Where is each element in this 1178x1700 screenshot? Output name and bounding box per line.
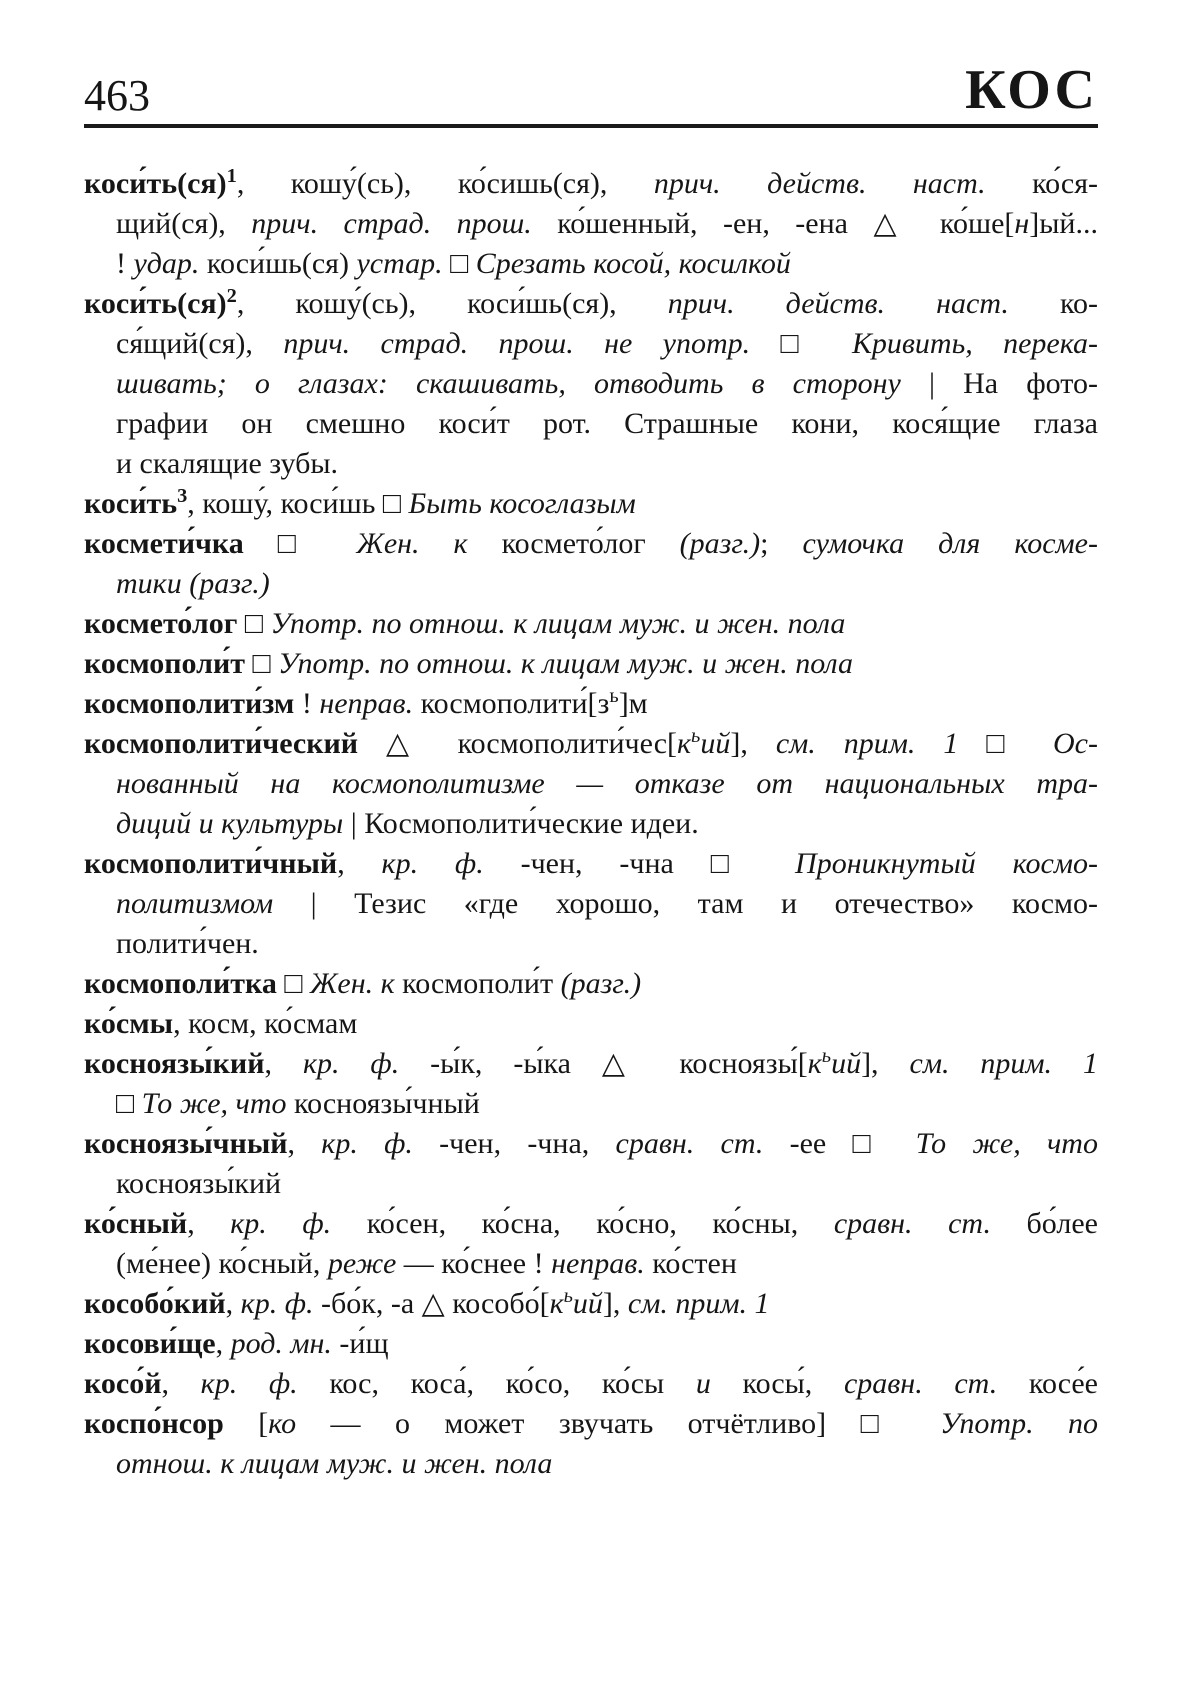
text-run: и	[695, 1367, 743, 1400]
text-run: ,	[264, 1047, 303, 1080]
text-run: (разг.)	[679, 527, 761, 560]
text-run: 2	[226, 285, 237, 307]
text-run: Проникнутый космо-	[795, 847, 1098, 880]
entries	[84, 164, 1098, 1484]
text-run: космети́чка	[84, 527, 244, 560]
text-run: кр. ф.	[381, 847, 521, 880]
text-run: коси́ть(ся)	[84, 287, 227, 320]
text-run: ь	[563, 1285, 573, 1307]
text-run: То же, что	[915, 1127, 1098, 1160]
text-run: □	[276, 967, 310, 1000]
guide-word: КОС	[965, 59, 1098, 121]
text-run: графии он смешно коси́т рот. Страшные кони, кося́щие глаза	[116, 407, 1098, 440]
text-run: ий	[700, 727, 731, 760]
entry-line	[84, 1204, 1098, 1244]
text-run: Быть косоглазым	[408, 487, 636, 520]
text-run: см. прим. 1	[627, 1287, 770, 1320]
text-run: тики (разг.)	[116, 567, 270, 600]
text-run: диций и культуры	[116, 807, 351, 840]
dictionary-entry	[84, 524, 1098, 604]
entry-line	[84, 1284, 1098, 1324]
text-run: см. прим. 1	[909, 1047, 1098, 1080]
text-run: бо́лее	[1026, 1207, 1098, 1240]
text-run: см. прим. 1	[775, 727, 987, 760]
text-run: косноязы́кий	[116, 1167, 282, 1200]
dictionary-entry	[84, 1404, 1098, 1484]
text-run: кр. ф.	[321, 1127, 440, 1160]
text-run: косноязы́чный	[84, 1127, 288, 1160]
entry-line	[84, 844, 1098, 884]
text-run: — ко́снее !	[403, 1247, 552, 1280]
text-run: ,	[287, 1127, 322, 1160]
entry-line	[84, 524, 1098, 564]
text-run: сумочка для косме-	[802, 527, 1098, 560]
text-run: ий	[572, 1287, 603, 1320]
dictionary-entry	[84, 1324, 1098, 1364]
text-run: коси́ть(ся)	[84, 167, 227, 200]
text-run: ко́шенный, -ен, -ена △ ко́ше[	[557, 207, 1015, 240]
entry-line	[84, 1404, 1098, 1444]
text-run: кр. ф.	[200, 1367, 330, 1400]
text-run: Ос-	[1053, 727, 1098, 760]
entry-line	[84, 364, 1098, 404]
dictionary-entry	[84, 1364, 1098, 1404]
text-run: сравн. ст.	[615, 1127, 790, 1160]
text-run: косноязы́чный	[294, 1087, 480, 1120]
text-run: ко́стен	[652, 1247, 737, 1280]
text-run: , кошу́(сь), ко́сишь(ся),	[236, 167, 654, 200]
text-run: □	[237, 607, 271, 640]
text-run: □	[245, 647, 279, 680]
dictionary-entry	[84, 1044, 1098, 1124]
text-run: неправ.	[551, 1247, 653, 1280]
dictionary-entry	[84, 164, 1098, 284]
text-run: космополити́зм	[84, 687, 295, 720]
text-run: | На фото-	[928, 367, 1098, 400]
text-run: -чен, -чна,	[439, 1127, 616, 1160]
text-run: ко́сен, ко́сна, ко́сно, ко́сны,	[366, 1207, 834, 1240]
text-run: △ космополити́чес[	[358, 727, 677, 760]
text-run: ко́смы	[84, 1007, 174, 1040]
text-run: к	[677, 727, 692, 760]
text-run: космето́лог	[501, 527, 680, 560]
entry-line	[84, 204, 1098, 244]
text-run: кр. ф.	[240, 1287, 322, 1320]
text-run: Употр. по отнош. к лицам муж. и жен. пола	[270, 607, 846, 640]
entry-line	[84, 404, 1098, 444]
text-run: шивать; о глазах: скашивать, отводить в сторону	[116, 367, 929, 400]
text-run: косе́е	[1028, 1367, 1098, 1400]
text-run: ,	[215, 1327, 231, 1360]
entry-line	[84, 1364, 1098, 1404]
text-run: Кривить, перека-	[851, 327, 1098, 360]
page-header	[84, 59, 1098, 121]
text-run: (разг.)	[560, 967, 642, 1000]
dictionary-entry	[84, 844, 1098, 964]
text-run: ],	[861, 1047, 910, 1080]
entry-line	[84, 1324, 1098, 1364]
text-run: прич. страд. прош.	[251, 207, 558, 240]
dictionary-entry	[84, 724, 1098, 844]
text-run: ко	[268, 1407, 331, 1440]
text-run: ]м	[618, 687, 648, 720]
entry-line	[84, 724, 1098, 764]
text-run: кр. ф.	[230, 1207, 367, 1240]
entry-line	[84, 924, 1098, 964]
text-run: | Космополити́ческие идеи.	[350, 807, 699, 840]
text-run: род. мн.	[230, 1327, 340, 1360]
text-run: Употр. по отнош. к лицам муж. и жен. пола	[278, 647, 853, 680]
entry-line	[84, 764, 1098, 804]
text-run: косноязы́кий	[84, 1047, 265, 1080]
text-run: ь	[691, 725, 701, 747]
text-run: космополи́т	[402, 967, 561, 1000]
text-run: косы́,	[742, 1367, 844, 1400]
entry-line	[84, 164, 1098, 204]
entry-line	[84, 1124, 1098, 1164]
dictionary-entry	[84, 284, 1098, 484]
text-run: , кошу́, коси́шь □	[187, 487, 409, 520]
text-run: □	[780, 327, 852, 360]
entry-line	[84, 804, 1098, 844]
entry-line	[84, 1044, 1098, 1084]
text-run: кос, коса́, ко́со, ко́сы	[329, 1367, 696, 1400]
text-run: ко́сный	[84, 1207, 188, 1240]
text-run: полити́чен.	[116, 927, 259, 960]
text-run: ],	[602, 1287, 628, 1320]
text-run: !	[116, 247, 134, 280]
text-run: и скалящие зубы.	[116, 447, 339, 480]
text-run: ,	[187, 1207, 231, 1240]
text-run: (ме́нее) ко́сный,	[116, 1247, 328, 1280]
text-run: прич. страд. прош. не употр.	[283, 327, 781, 360]
text-run: реже	[327, 1247, 404, 1280]
entry-line	[84, 644, 1098, 684]
text-run: космополи́тка	[84, 967, 277, 1000]
text-run: косо́й	[84, 1367, 162, 1400]
text-run: удар.	[133, 247, 207, 280]
text-run: ,	[337, 847, 382, 880]
text-run: ,	[161, 1367, 201, 1400]
entry-line	[84, 1444, 1098, 1484]
text-run: политизмом	[116, 887, 311, 920]
text-run: □	[450, 247, 476, 280]
text-run: кособо́кий	[84, 1287, 226, 1320]
dictionary-entry	[84, 1204, 1098, 1284]
text-run: косови́ще	[84, 1327, 216, 1360]
entry-line	[84, 1244, 1098, 1284]
header-divider	[84, 124, 1098, 128]
text-run: космето́лог	[84, 607, 238, 640]
dictionary-entry	[84, 644, 1098, 684]
entry-line	[84, 564, 1098, 604]
text-run: сравн. ст.	[843, 1367, 1029, 1400]
text-run: Жен. к	[309, 967, 403, 1000]
text-run: ий	[831, 1047, 862, 1080]
text-run: □	[986, 727, 1054, 760]
text-run: ]ый...	[1029, 207, 1098, 240]
text-run: ,	[225, 1287, 241, 1320]
dictionary-entry	[84, 1124, 1098, 1204]
dictionary-entry	[84, 964, 1098, 1004]
dictionary-entry	[84, 1004, 1098, 1044]
text-run: -и́щ	[339, 1327, 389, 1360]
text-run: кр. ф.	[302, 1047, 431, 1080]
text-run: !	[294, 687, 320, 720]
text-run: щий(ся),	[116, 207, 252, 240]
text-run: сравн. ст.	[833, 1207, 1027, 1240]
dictionary-entry	[84, 484, 1098, 524]
text-run: космополити́ческий	[84, 727, 359, 760]
text-run: к	[807, 1047, 822, 1080]
entry-line	[84, 884, 1098, 924]
dictionary-entry	[84, 684, 1098, 724]
text-run: 3	[177, 485, 188, 507]
text-run: космополити́[з	[420, 687, 610, 720]
entry-line	[84, 284, 1098, 324]
text-run: неправ.	[319, 687, 421, 720]
text-run: ко́ся-	[1032, 167, 1098, 200]
dictionary-entry	[84, 604, 1098, 644]
text-run: □	[243, 527, 357, 560]
text-run: коси́шь(ся)	[206, 247, 357, 280]
text-run: — о может звучать отчётливо] □	[330, 1407, 941, 1440]
text-run: [	[223, 1407, 269, 1440]
text-run: коспо́нсор	[84, 1407, 224, 1440]
entry-line	[84, 1004, 1098, 1044]
text-run: космополи́т	[84, 647, 245, 680]
entry-line	[84, 324, 1098, 364]
text-run: -ее □	[789, 1127, 916, 1160]
text-run: ь	[821, 1045, 832, 1067]
text-run: нованный на космополитизме — отказе от национальных тра-	[116, 767, 1098, 800]
entry-line	[84, 244, 1098, 284]
text-run: Жен. к	[356, 527, 502, 560]
entry-line	[84, 1084, 1098, 1124]
text-run: Употр. по	[940, 1407, 1098, 1440]
text-run: к	[549, 1287, 564, 1320]
text-run: космополити́чный	[84, 847, 338, 880]
text-run: , косм, ко́смам	[173, 1007, 358, 1040]
text-run: н	[1014, 207, 1030, 240]
entry-line	[84, 684, 1098, 724]
text-run: , кошу́(сь), коси́шь(ся),	[236, 287, 668, 320]
entry-line	[84, 444, 1098, 484]
text-run: ;	[760, 527, 803, 560]
dictionary-entry	[84, 1284, 1098, 1324]
text-run: коси́ть	[84, 487, 178, 520]
text-run: отнош. к лицам муж. и жен. пола	[116, 1447, 553, 1480]
text-run: -бо́к, -а △ кособо́[	[321, 1287, 550, 1320]
text-run: ь	[609, 685, 619, 707]
text-run: -чен, -чна □	[520, 847, 796, 880]
text-run: ],	[730, 727, 776, 760]
text-run: | Тезис «где хорошо, там и отечество» космо-	[310, 887, 1098, 920]
entry-line	[84, 604, 1098, 644]
text-run: Срезать косой, косилкой	[475, 247, 791, 280]
text-run: прич. действ. наст.	[653, 167, 1033, 200]
text-run: ко-	[1059, 287, 1098, 320]
entry-line	[84, 1164, 1098, 1204]
text-run: ся́щий(ся),	[116, 327, 284, 360]
text-run: прич. действ. наст.	[667, 287, 1060, 320]
text-run: □	[116, 1087, 142, 1120]
entry-line	[84, 484, 1098, 524]
entry-line	[84, 964, 1098, 1004]
text-run: устар.	[356, 247, 451, 280]
page-number: 463	[84, 71, 150, 120]
text-run: 1	[226, 165, 237, 187]
text-run: То же, что	[141, 1087, 295, 1120]
text-run: -ы́к, -ы́ка △ косноязы́[	[430, 1047, 808, 1080]
